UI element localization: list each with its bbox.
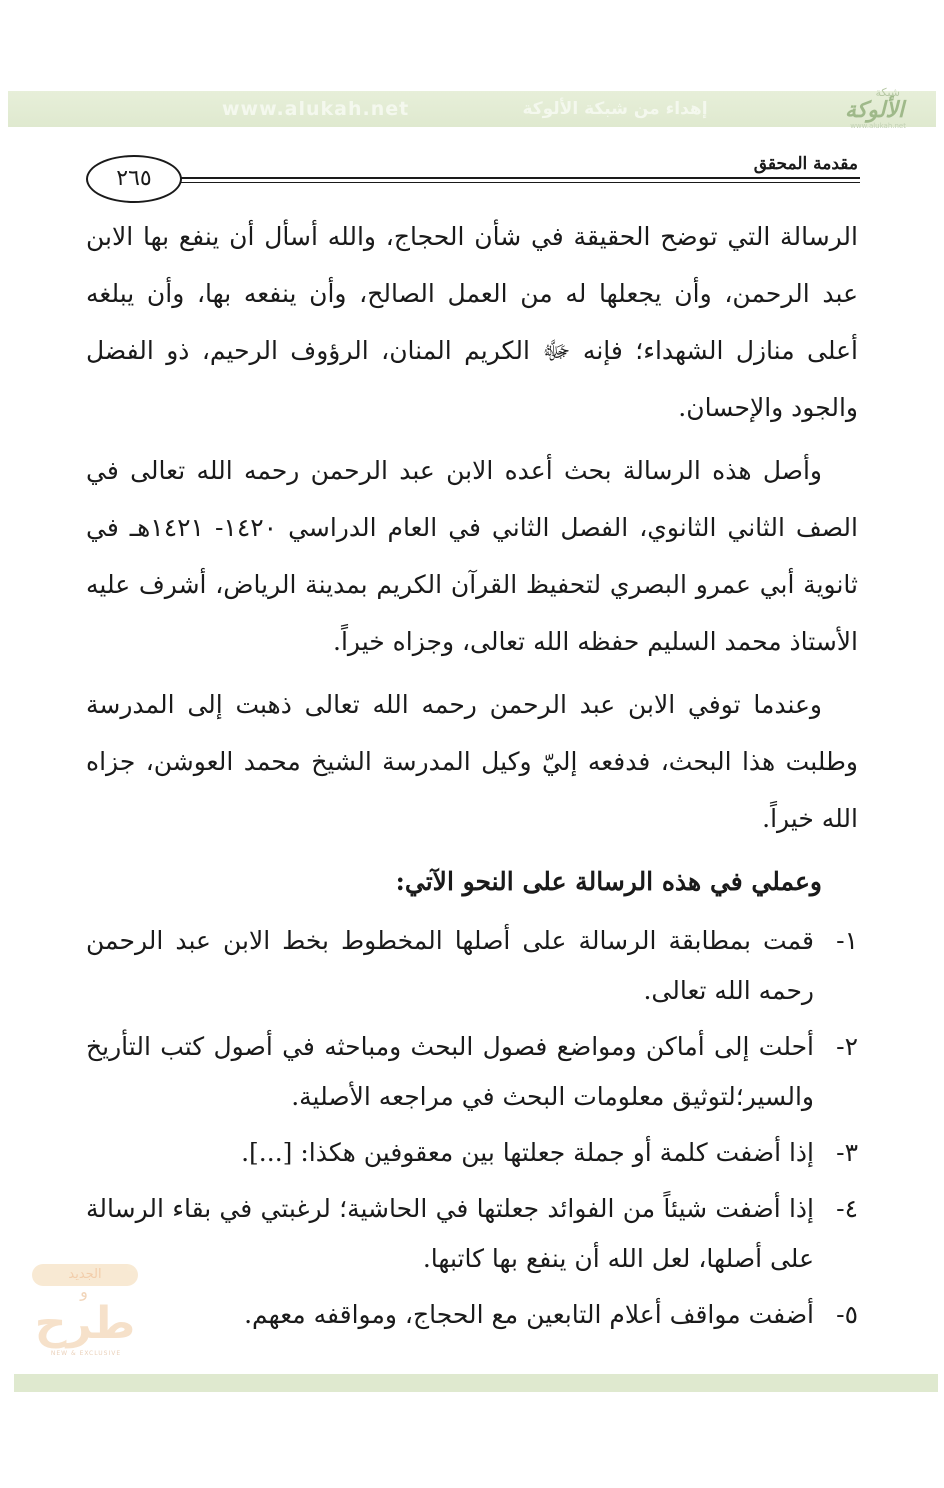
banner-gift-text: إهداء من شبكة الألوكة xyxy=(522,99,708,119)
list-item xyxy=(86,1128,858,1178)
watermark-logo xyxy=(24,1264,146,1364)
list-item-number: ٣- xyxy=(836,1138,858,1167)
paragraph: الرسالة التي توضح الحقيقة في شأن الحجاج، والله أسأل أن ينفع بها الابن عبد الرحمن، وأن يجعلها له من العمل الصالح، وأن ينفعه بها، وأن يبلغه أعلى منازل الشهداء؛ فإنه ﷻ الكريم المنان، الرؤوف الرحيم، ذو الفضل والجود والإحسان. xyxy=(86,222,858,422)
list-item-text: قمت بمطابقة الرسالة على أصلها المخطوط بخط الابن عبد الرحمن رحمه الله تعالى. xyxy=(86,926,814,1005)
logo-main-text: الألوكة xyxy=(845,98,904,123)
list-item-text: أضفت مواقف أعلام التابعين مع الحجاج، ومواقفه معهم. xyxy=(244,1300,814,1329)
paragraph: وأصل هذه الرسالة بحث أعده الابن عبد الرحمن رحمه الله تعالى في الصف الثاني الثانوي، الفصل الثاني في العام الدراسي ١٤٢٠- ١٤٢١هـ في ثانوية أبي عمرو البصري لتحفيظ القرآن الكريم بمدينة الرياض، أشرف عليه الأستاذ محمد السليم حفظه الله تعالى، وجزاه خيراً. xyxy=(86,456,858,656)
list-item-number: ٤- xyxy=(836,1194,858,1223)
alukah-logo xyxy=(818,86,910,132)
list-item xyxy=(86,1022,858,1122)
list-item xyxy=(86,1290,858,1340)
list-item-number: ٢- xyxy=(836,1032,858,1061)
watermark-main-text: طرح xyxy=(34,1298,136,1349)
logo-small-text: شبكة xyxy=(875,86,900,99)
watermark-foot-text: NEW & EXCLUSIVE xyxy=(50,1350,122,1357)
banner-url[interactable]: www.alukah.net xyxy=(222,98,410,120)
header-rule-thin xyxy=(178,182,860,183)
bottom-band xyxy=(14,1374,938,1392)
list-intro: وعملي في هذه الرسالة على النحو الآتي: xyxy=(395,867,822,896)
watermark-top-text: الجديد xyxy=(32,1264,138,1286)
header-rule xyxy=(178,177,860,179)
logo-url-text: www.alukah.net xyxy=(850,122,906,130)
work-steps-list xyxy=(86,916,858,1340)
list-item xyxy=(86,916,858,1016)
section-title: مقدمة المحقق xyxy=(753,154,858,174)
list-item-text: إذا أضفت شيئاً من الفوائد جعلتها في الحاشية؛ لرغبتي في بقاء الرسالة على أصلها، لعل الله أن ينفع بها كاتبها. xyxy=(86,1194,814,1273)
paragraph: وعندما توفي الابن عبد الرحمن رحمه الله تعالى ذهبت إلى المدرسة وطلبت هذا البحث، فدفعه إليّ وكيل المدرسة الشيخ محمد العوشن، جزاه الله خيراً. xyxy=(86,690,858,833)
page-body xyxy=(86,208,858,1346)
list-item xyxy=(86,1184,858,1284)
list-item-number: ١- xyxy=(836,926,858,955)
list-item-text: أحلت إلى أماكن ومواضع فصول البحث ومباحثه في أصول كتب التأريخ والسير؛لتوثيق معلومات البحث في مراجعه الأصلية. xyxy=(86,1032,814,1111)
list-item-text: إذا أضفت كلمة أو جملة جعلتها بين معقوفين هكذا: [...]. xyxy=(241,1138,814,1167)
watermark-mid-text: و xyxy=(80,1282,88,1301)
list-item-number: ٥- xyxy=(836,1300,858,1329)
page-number: ٢٦٥ xyxy=(86,155,182,203)
